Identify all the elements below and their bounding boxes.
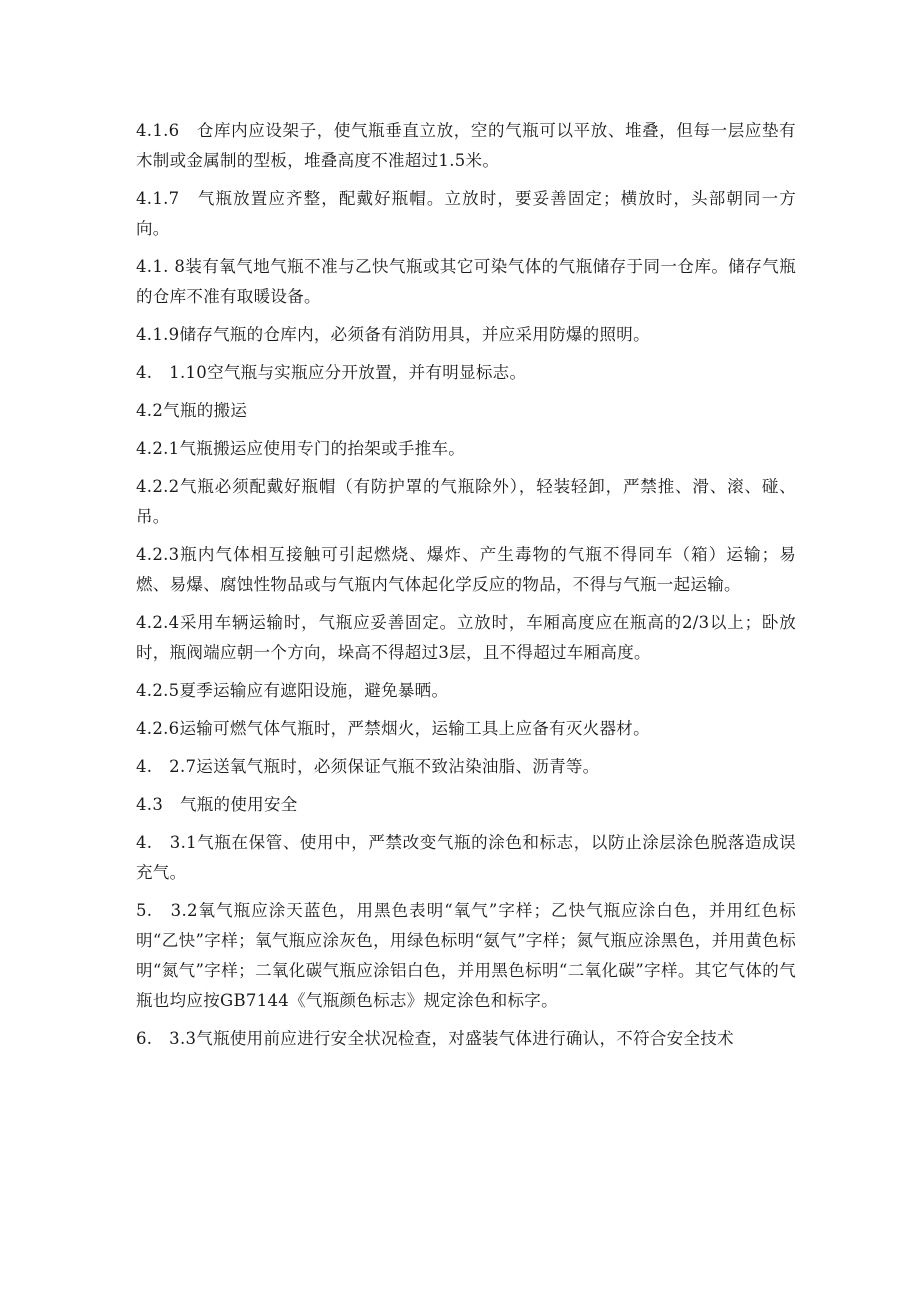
section-heading-4-3: 4.3 气瓶的使用安全 <box>136 795 298 814</box>
paragraph-5-3-2: 5. 3.2氧气瓶应涂天蓝色，用黑色表明“氧气”字样；乙快气瓶应涂白色，并用红色标明“乙快”字样；氧气瓶应涂灰色，用绿色标明“氨气”字样；氮气瓶应涂黑色，并用黄色标明“氮气”字样；二氧化碳气瓶应涂铝白色，并用黑色标明“二氧化碳”字样。其它气体的气瓶也均应按GB7144《气瓶颜色标志》规定涂色和标字。 <box>136 901 796 1010</box>
paragraph-4-2-7: 4. 2.7运送氧气瓶时，必须保证气瓶不致沾染油脂、沥青等。 <box>136 757 600 776</box>
paragraph-4-1-8: 4.1. 8装有氧气地气瓶不准与乙快气瓶或其它可染气体的气瓶储存于同一仓库。储存气瓶的仓库不准有取暖设备。 <box>136 257 796 306</box>
paragraph-4-2-6: 4.2.6运输可燃气体气瓶时，严禁烟火，运输工具上应备有灭火器材。 <box>136 719 650 738</box>
paragraph-4-2-2: 4.2.2气瓶必须配戴好瓶帽（有防护罩的气瓶除外），轻装轻卸，严禁推、滑、滚、碰、吊。 <box>136 477 796 526</box>
paragraph-4-2-3: 4.2.3瓶内气体相互接触可引起燃烧、爆炸、产生毒物的气瓶不得同车（箱）运输；易燃、易爆、腐蚀性物品或与气瓶内气体起化学反应的物品，不得与气瓶一起运输。 <box>136 545 796 594</box>
paragraph-4-2-4: 4.2.4采用车辆运输时，气瓶应妥善固定。立放时，车厢高度应在瓶高的2/3以上；卧放时，瓶阀端应朝一个方向，垛高不得超过3层，且不得超过车厢高度。 <box>136 613 796 662</box>
paragraph-4-2-1: 4.2.1气瓶搬运应使用专门的抬架或手推车。 <box>136 439 466 458</box>
section-heading-4-2: 4.2气瓶的搬运 <box>136 401 248 420</box>
paragraph-4-2-5: 4.2.5夏季运输应有遮阳设施，避免暴晒。 <box>136 681 449 700</box>
paragraph-4-1-6: 4.1.6 仓库内应设架子，使气瓶垂直立放，空的气瓶可以平放、堆叠，但每一层应垫有木制或金属制的型板，堆叠高度不准超过1.5米。 <box>136 121 796 170</box>
paragraph-4-1-7: 4.1.7 气瓶放置应齐整，配戴好瓶帽。立放时，要妥善固定；横放时，头部朝同一方向。 <box>136 189 796 238</box>
paragraph-4-3-1: 4. 3.1气瓶在保管、使用中，严禁改变气瓶的涂色和标志，以防止涂层涂色脱落造成误充气。 <box>136 833 796 882</box>
paragraph-4-1-9: 4.1.9储存气瓶的仓库内，必须备有消防用具，并应采用防爆的照明。 <box>136 325 650 344</box>
document-body <box>136 116 796 1062</box>
paragraph-6-3-3: 6. 3.3气瓶使用前应进行安全状况检查，对盛装气体进行确认，不符合安全技术 <box>136 1029 734 1048</box>
paragraph-4-1-10: 4. 1.10空气瓶与实瓶应分开放置，并有明显标志。 <box>136 363 527 382</box>
